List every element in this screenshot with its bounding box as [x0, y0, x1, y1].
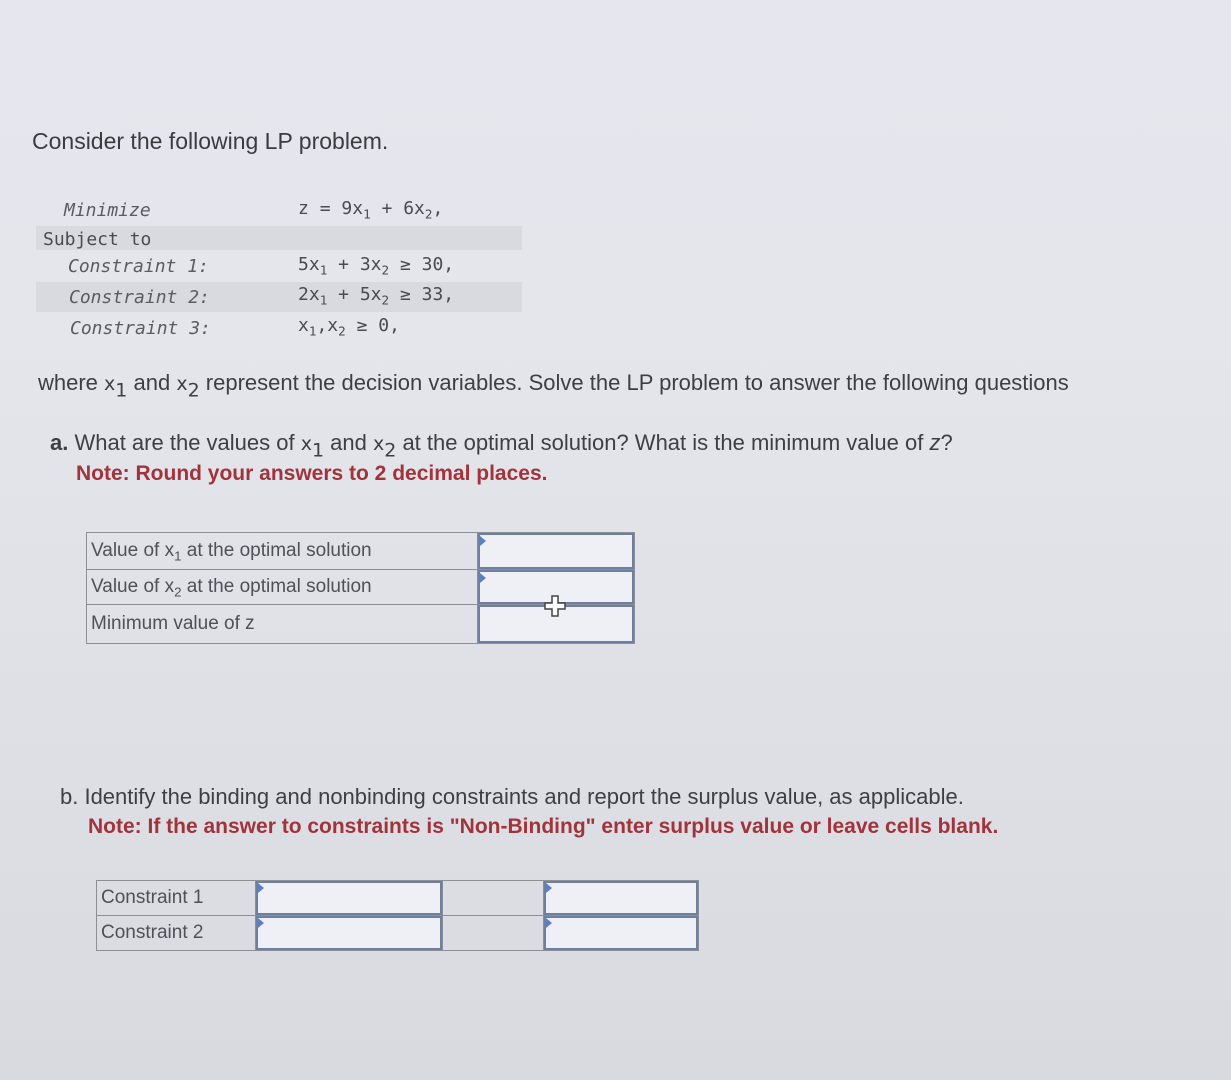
constraint-2-row-label: Constraint 2	[97, 916, 256, 951]
constraint-1-status-select[interactable]	[256, 881, 442, 915]
input-marker-icon	[546, 918, 552, 928]
constraint-3-label: Constraint 3:	[70, 318, 211, 339]
constraint-1-row-label: Constraint 1	[97, 881, 256, 916]
constraint-2-surplus-input[interactable]	[544, 916, 698, 950]
intro-text: Consider the following LP problem.	[32, 128, 389, 154]
input-marker-icon	[546, 883, 552, 893]
constraint-2-status-select[interactable]	[256, 916, 442, 950]
input-marker-icon	[480, 536, 486, 546]
input-marker-icon	[258, 883, 264, 893]
constraint-2-label: Constraint 2:	[69, 287, 210, 308]
subject-to-label: Subject to	[43, 229, 152, 250]
table-row	[97, 916, 699, 951]
table-row	[87, 533, 635, 570]
part-b-question: b. Identify the binding and nonbinding constraints and report the surplus value, as applicable.	[60, 784, 964, 809]
constraint-2-expression: $2x_1 + 5x_2 \ge 33$,	[298, 284, 455, 308]
part-b-answer-table	[96, 880, 699, 951]
objective-function: $z = 9x_1 + 6x_2$,	[298, 198, 444, 222]
part-b-note: Note: If the answer to constraints is "Non-Binding" enter surplus value or leave cells blank.	[88, 815, 999, 838]
x1-value-input[interactable]	[478, 533, 634, 569]
part-a-question: a. What are the values of $x_1$ and $x_2$ at the optimal solution? What is the minimum value of z?	[50, 430, 953, 462]
row-label-x1: Value of $x_1$ at the optimal solution	[87, 533, 478, 570]
constraint-3-expression: $x_1,x_2 \ge 0$,	[298, 315, 400, 339]
constraint-1-expression: $5x_1 + 3x_2 \ge 30$,	[298, 254, 455, 278]
table-row	[87, 605, 635, 644]
constraint-1-surplus-input[interactable]	[544, 881, 698, 915]
input-marker-icon	[480, 573, 486, 583]
objective-label: Minimize	[64, 200, 151, 221]
constraint-1-label: Constraint 1:	[68, 256, 209, 277]
table-row	[97, 881, 699, 916]
plus-cursor-icon	[544, 595, 566, 617]
row-label-x2: Value of $x_2$ at the optimal solution	[87, 570, 478, 605]
input-marker-icon	[258, 918, 264, 928]
part-a-answer-table	[86, 532, 635, 644]
row-label-z: Minimum value of z	[87, 605, 478, 644]
part-a-note: Note: Round your answers to 2 decimal places.	[76, 462, 548, 485]
where-sentence: where $x_1$ and $x_2$ represent the decision variables. Solve the LP problem to answer the following questions	[38, 370, 1069, 402]
